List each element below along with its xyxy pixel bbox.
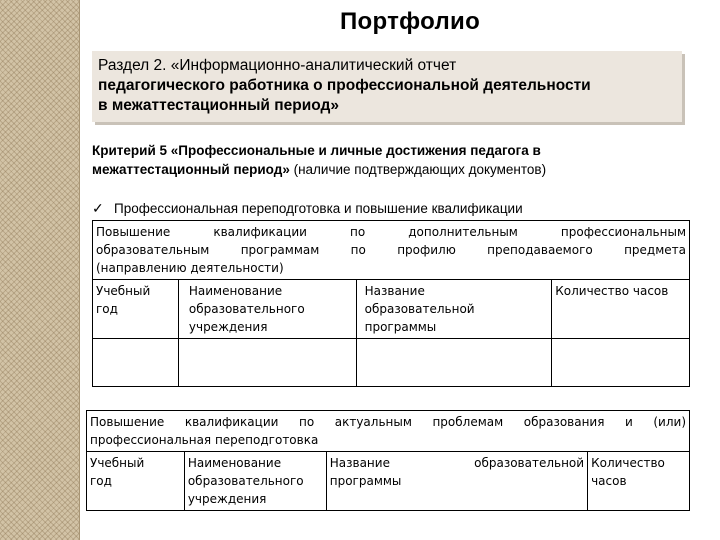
- table1-caption: Повышение квалификации по дополнительным профессиональным образовательным программам по профилю преподаваемого предмета (направлению деятельности): [93, 221, 690, 280]
- table1-cell-program: [356, 339, 552, 387]
- criterion-line-2: межаттестационный период» (наличие подтверждающих документов): [92, 162, 547, 177]
- criterion-line-1: Критерий 5 «Профессиональные и личные достижения педагога в: [92, 143, 541, 158]
- check-item: [92, 199, 692, 218]
- checkmark-icon: ✓: [92, 200, 104, 216]
- table1-cell-institution: [178, 339, 356, 387]
- table2-header-row: [87, 452, 690, 511]
- table1-header-hours: Количество часов: [552, 280, 690, 339]
- table2-header-institution: Наименование образовательного учреждения: [184, 452, 326, 511]
- qualification-table-2: [86, 410, 690, 511]
- table1-header-row: [93, 280, 690, 339]
- table2-header-program: Название образовательной программы: [326, 452, 587, 511]
- table1-empty-row: [93, 339, 690, 387]
- decorative-side-strip: [0, 0, 80, 540]
- criterion-text: [92, 141, 692, 179]
- section-heading-line-2: педагогического работника о профессиональной деятельности: [98, 77, 591, 94]
- table2-header-year: Учебный год: [87, 452, 185, 511]
- table1-header-institution: Наименование образовательного учреждения: [178, 280, 356, 339]
- table1-cell-hours: [552, 339, 690, 387]
- section-heading-line-1: Раздел 2. «Информационно-аналитический отчет: [98, 57, 457, 74]
- table2-header-hours: Количество часов: [588, 452, 690, 511]
- table2-caption: Повышение квалификации по актуальным проблемам образования и (или) профессиональная переподготовка: [87, 411, 690, 452]
- check-item-text: Профессиональная переподготовка и повышение квалификации: [114, 201, 523, 216]
- page-title: Портфолио: [339, 8, 481, 35]
- section-heading-box: [92, 51, 682, 122]
- table1-cell-year: [93, 339, 179, 387]
- qualification-table-1: [92, 220, 690, 387]
- table1-caption-row: [93, 221, 690, 280]
- section-heading-line-3: в межаттестационный период»: [98, 97, 339, 114]
- table1-header-year: Учебный год: [93, 280, 179, 339]
- table2-caption-row: [87, 411, 690, 452]
- table1-header-program: Название образовательной программы: [356, 280, 552, 339]
